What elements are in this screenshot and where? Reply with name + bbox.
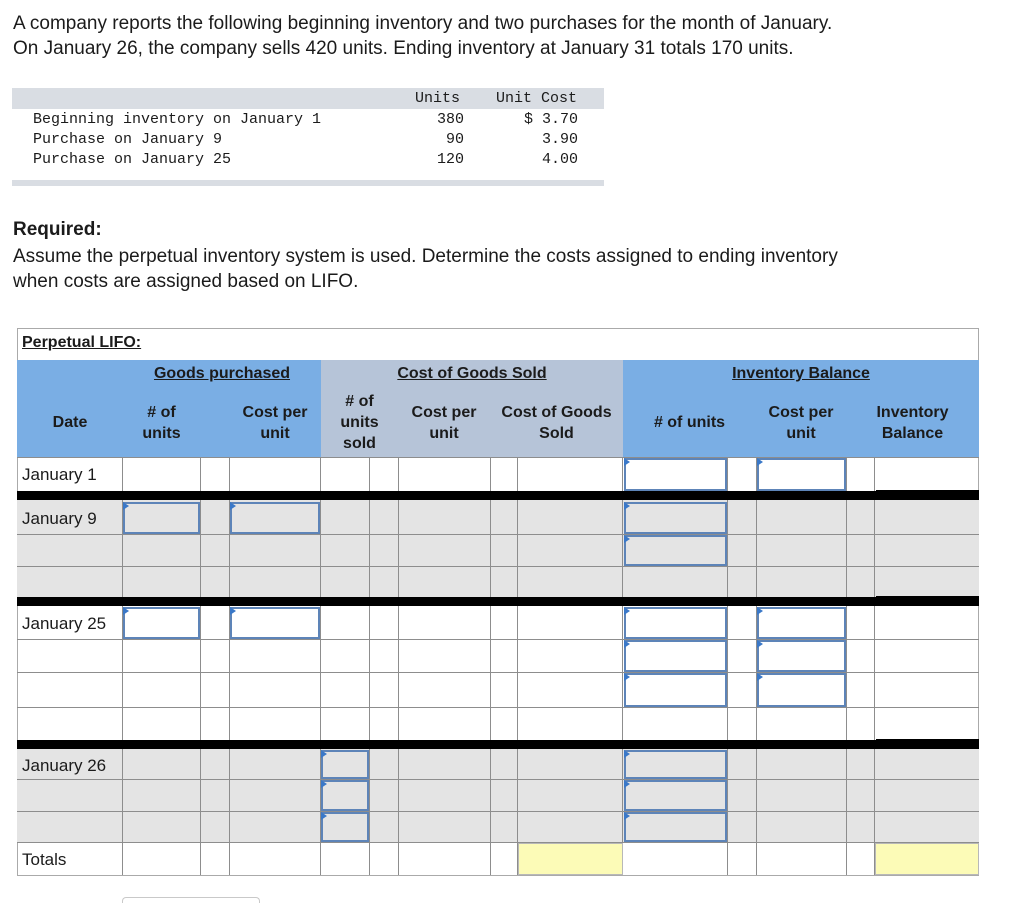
jan9-purchase-units-input[interactable] (123, 502, 200, 534)
problem-line-1: A company reports the following beginning inventory and two purchases for the month of January. (13, 13, 833, 34)
col-ib-cost (756, 402, 846, 444)
col-cogs-units-line1: # of (345, 393, 374, 410)
col-line (490, 457, 491, 875)
col-cogs-total-line1: Cost of Goods (501, 404, 612, 421)
jan1-balance-cost-input[interactable] (757, 458, 846, 491)
given-header-units: Units (415, 90, 461, 107)
given-row-label: Beginning inventory on January 1 (33, 111, 322, 128)
col-cogs-units-line2: units (340, 414, 379, 431)
col-ib-cost-line1: Cost per (768, 404, 834, 421)
jan26-balance-units-input-1[interactable] (624, 750, 727, 779)
row-line (17, 811, 979, 812)
row-line (17, 534, 979, 535)
row-label-january-9: January 9 (22, 509, 97, 528)
section-separator (17, 740, 979, 749)
bottom-button-partial[interactable] (122, 897, 260, 903)
col-ib-cost-line2: unit (786, 425, 816, 442)
col-cogs-cost (398, 402, 490, 444)
col-line (369, 457, 370, 875)
given-row-units: 90 (445, 131, 464, 148)
given-row-cost: $ 3.70 (523, 111, 578, 128)
jan25-purchase-cost-input[interactable] (230, 607, 320, 639)
col-line (200, 457, 201, 875)
given-header-unit-cost: Unit Cost (496, 90, 578, 107)
col-gp-cost-line1: Cost per (242, 404, 308, 421)
jan9-balance-units-input-2[interactable] (624, 535, 727, 566)
jan25-balance-units-input-3[interactable] (624, 673, 727, 707)
given-row-units: 380 (436, 111, 464, 128)
problem-line-2: On January 26, the company sells 420 units. Ending inventory at January 31 totals 170 units. (13, 38, 794, 59)
row-label-january-26: January 26 (22, 756, 107, 775)
balance-underline (876, 739, 979, 741)
col-ib-units: # of units (653, 414, 726, 431)
row-line (17, 707, 979, 708)
given-inventory-table (12, 88, 604, 186)
given-row-label: Purchase on January 25 (33, 151, 232, 168)
col-gp-cost (229, 402, 321, 444)
col-ib-total-line2: Balance (881, 425, 944, 442)
col-cogs-cost-line1: Cost per (411, 404, 477, 421)
worksheet-title: Perpetual LIFO: (22, 334, 142, 351)
jan25-balance-units-input-2[interactable] (624, 640, 727, 672)
col-gp-units (123, 402, 200, 444)
jan9-purchase-cost-input[interactable] (230, 502, 320, 534)
jan1-balance-units-input[interactable] (624, 458, 727, 491)
col-cogs-units (321, 391, 398, 454)
col-line (517, 457, 518, 875)
col-ib-total-line1: Inventory (876, 404, 949, 421)
col-gp-cost-line2: unit (260, 425, 290, 442)
required-heading: Required: (13, 219, 102, 240)
col-gp-units-line2: units (142, 425, 181, 442)
row-line (17, 566, 979, 567)
given-table-bottom-bar (12, 180, 604, 186)
jan25-balance-cost-input-1[interactable] (757, 607, 846, 639)
given-row-cost: 3.90 (541, 131, 578, 148)
required-line-2: when costs are assigned based on LIFO. (13, 271, 359, 292)
cogs-heading: Cost of Goods Sold (397, 365, 547, 382)
january-26-rows (17, 749, 979, 842)
row-line (17, 842, 979, 843)
col-line (727, 457, 728, 875)
balance-underline (876, 596, 979, 598)
section-separator (17, 597, 979, 606)
given-row-units: 120 (436, 151, 464, 168)
problem-statement (13, 11, 1013, 61)
jan26-balance-units-input-2[interactable] (624, 780, 727, 811)
date-header-bg (17, 360, 123, 458)
jan9-balance-units-input-1[interactable] (624, 502, 727, 534)
col-line (622, 457, 623, 875)
jan25-purchase-units-input[interactable] (123, 607, 200, 639)
given-row-cost: 4.00 (541, 151, 578, 168)
col-cogs-cost-line2: unit (429, 425, 459, 442)
jan25-balance-cost-input-2[interactable] (757, 640, 846, 672)
col-cogs-total-line2: Sold (539, 425, 574, 442)
total-cogs-cell[interactable] (518, 843, 623, 875)
col-line (398, 457, 399, 875)
row-label-totals: Totals (22, 850, 67, 869)
total-inventory-balance-cell[interactable] (875, 843, 979, 875)
col-line (874, 457, 875, 875)
required-text (13, 244, 1003, 294)
row-label-january-25: January 25 (22, 614, 107, 633)
row-label-january-1: January 1 (22, 465, 97, 484)
col-cogs-total (490, 402, 623, 444)
balance-underline (876, 490, 979, 492)
jan26-sold-units-input-3[interactable] (321, 812, 369, 842)
jan26-sold-units-input-2[interactable] (321, 780, 369, 811)
col-gp-units-line1: # of (147, 404, 176, 421)
inventory-balance-heading: Inventory Balance (732, 365, 870, 382)
jan26-sold-units-input-1[interactable] (321, 750, 369, 779)
required-line-1: Assume the perpetual inventory system is used. Determine the costs assigned to ending inventory (13, 246, 838, 267)
section-separator (17, 491, 979, 500)
col-cogs-units-line3: sold (343, 435, 376, 452)
given-row-label: Purchase on January 9 (33, 131, 223, 148)
col-line (846, 457, 847, 875)
row-line (17, 779, 979, 780)
jan25-balance-cost-input-3[interactable] (757, 673, 846, 707)
col-date: Date (52, 414, 88, 431)
col-ib-total (846, 402, 979, 444)
goods-purchased-heading: Goods purchased (153, 365, 291, 382)
jan26-balance-units-input-3[interactable] (624, 812, 727, 842)
jan25-balance-units-input-1[interactable] (624, 607, 727, 639)
